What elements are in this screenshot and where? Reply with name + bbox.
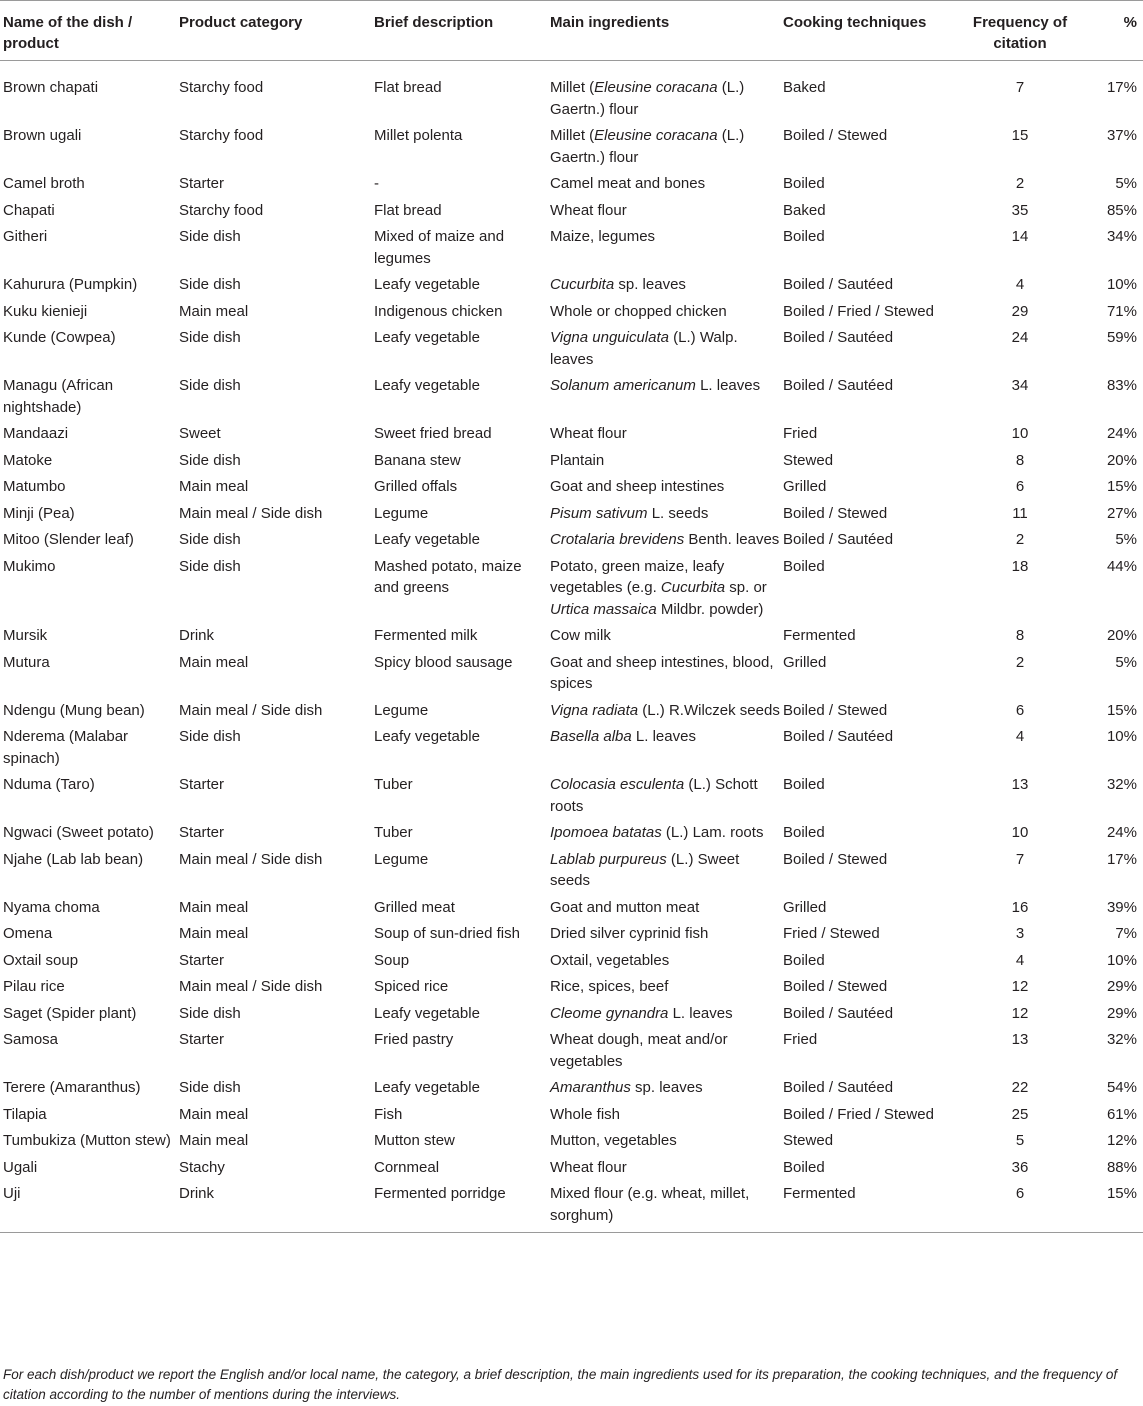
cell-percent: 20% xyxy=(1106,627,1137,644)
cell-ingredients: Solanum americanum L. leaves xyxy=(550,377,761,394)
cell-technique: Boiled / Sautéed xyxy=(783,1079,894,1096)
table-row xyxy=(0,121,1143,169)
cell-percent: 24% xyxy=(1106,824,1137,841)
cell-frequency: 35 xyxy=(1011,201,1029,219)
cell-name: Mitoo (Slender leaf) xyxy=(3,531,134,548)
table-row xyxy=(0,722,1143,770)
cell-ingredients: Rice, spices, beef xyxy=(550,978,669,995)
cell-technique: Boiled xyxy=(783,228,825,245)
cell-description: Fermented porridge xyxy=(374,1185,506,1202)
cell-description: Leafy vegetable xyxy=(374,728,480,745)
cell-frequency: 2 xyxy=(1015,653,1025,671)
cell-frequency: 34 xyxy=(1011,377,1029,394)
cell-ingredients: Camel meat and bones xyxy=(550,175,706,192)
cell-percent: 32% xyxy=(1106,776,1137,793)
cell-category: Main meal / Side dish xyxy=(179,701,323,719)
cell-ingredients: Wheat flour xyxy=(550,201,627,219)
cell-name: Njahe (Lab lab bean) xyxy=(3,850,144,868)
cell-technique: Boiled xyxy=(783,175,825,192)
cell-name: Brown ugali xyxy=(3,127,82,144)
cell-frequency: 10 xyxy=(1011,824,1029,841)
cell-ingredients: Lablab purpureus (L.) Sweet seeds xyxy=(550,850,740,889)
table-row xyxy=(0,552,1143,622)
table-body xyxy=(0,61,1143,1233)
cell-percent: 7% xyxy=(1115,925,1137,942)
cell-technique: Boiled / Sautéed xyxy=(783,1004,894,1022)
cell-description: Fish xyxy=(374,1105,403,1123)
cell-frequency: 12 xyxy=(1011,978,1029,995)
cell-technique: Boiled / Stewed xyxy=(783,127,888,144)
cell-name: Saget (Spider plant) xyxy=(3,1004,137,1022)
cell-frequency: 4 xyxy=(1015,951,1025,969)
cell-technique: Boiled xyxy=(783,951,825,969)
cell-ingredients: Millet (Eleusine coracana (L.) Gaertn.) flour xyxy=(550,79,745,118)
cell-description: Flat bread xyxy=(374,79,442,96)
cell-technique: Boiled / Sautéed xyxy=(783,276,894,293)
cell-ingredients: Amaranthus sp. leaves xyxy=(550,1079,703,1096)
cell-description: - xyxy=(374,175,379,192)
cell-description: Flat bread xyxy=(374,201,442,219)
cell-name: Githeri xyxy=(3,228,48,245)
table-row xyxy=(0,770,1143,818)
cell-technique: Baked xyxy=(783,79,826,96)
cell-category: Side dish xyxy=(179,377,241,394)
cell-description: Fermented milk xyxy=(374,627,478,644)
cell-ingredients: Mixed flour (e.g. wheat, millet, sorghum) xyxy=(550,1185,750,1224)
cell-ingredients: Oxtail, vegetables xyxy=(550,951,670,969)
cell-frequency: 14 xyxy=(1011,228,1029,245)
header-name: Name of the dish / product xyxy=(3,14,133,52)
cell-technique: Boiled / Sautéed xyxy=(783,329,894,346)
cell-category: Starchy food xyxy=(179,79,264,96)
cell-frequency: 36 xyxy=(1011,1158,1029,1176)
table-row xyxy=(0,648,1143,696)
cell-ingredients: Goat and sheep intestines, blood, spices xyxy=(550,653,774,692)
cell-technique: Fried xyxy=(783,1031,818,1048)
cell-category: Main meal xyxy=(179,898,249,916)
cell-frequency: 29 xyxy=(1011,302,1029,320)
cell-frequency: 8 xyxy=(1015,627,1025,644)
cell-description: Sweet fried bread xyxy=(374,425,492,442)
cell-percent: 15% xyxy=(1106,1185,1137,1202)
cell-frequency: 11 xyxy=(1012,504,1028,522)
table-row xyxy=(0,946,1143,973)
cell-category: Main meal / Side dish xyxy=(179,850,323,868)
cell-percent: 37% xyxy=(1106,127,1137,144)
cell-ingredients: Crotalaria brevidens Benth. leaves xyxy=(550,531,780,548)
cell-category: Starchy food xyxy=(179,201,264,219)
cell-name: Matoke xyxy=(3,451,53,469)
cell-name: Pilau rice xyxy=(3,978,65,995)
cell-percent: 10% xyxy=(1106,951,1137,969)
table-row xyxy=(0,1179,1143,1233)
cell-name: Matumbo xyxy=(3,478,66,495)
cell-percent: 5% xyxy=(1115,531,1137,548)
cell-ingredients: Cow milk xyxy=(550,627,611,644)
cell-category: Main meal xyxy=(179,478,249,495)
cell-frequency: 13 xyxy=(1011,776,1029,793)
cell-name: Mutura xyxy=(3,653,50,671)
header-frequency: Frequency of citation xyxy=(972,14,1068,52)
cell-ingredients: Ipomoea batatas (L.) Lam. roots xyxy=(550,824,764,841)
cell-name: Ugali xyxy=(3,1158,38,1176)
cell-name: Nduma (Taro) xyxy=(3,776,95,793)
cell-technique: Boiled xyxy=(783,824,825,841)
cell-frequency: 2 xyxy=(1015,175,1025,192)
cell-category: Side dish xyxy=(179,451,241,469)
table-row xyxy=(0,323,1143,371)
cell-name: Minji (Pea) xyxy=(3,504,75,522)
cell-name: Kahurura (Pumpkin) xyxy=(3,276,138,293)
cell-percent: 29% xyxy=(1106,978,1137,995)
header-ingredients: Main ingredients xyxy=(550,14,670,31)
cell-ingredients: Wheat flour xyxy=(550,425,627,442)
cell-frequency: 13 xyxy=(1011,1031,1029,1048)
cell-technique: Boiled xyxy=(783,557,825,575)
cell-percent: 10% xyxy=(1106,276,1137,293)
header-category: Product category xyxy=(179,14,303,31)
cell-category: Side dish xyxy=(179,329,241,346)
header-percent: % xyxy=(1123,14,1137,31)
cell-ingredients: Vigna unguiculata (L.) Walp. leaves xyxy=(550,329,738,368)
table-row xyxy=(0,270,1143,297)
table-row xyxy=(0,1126,1143,1153)
cell-category: Side dish xyxy=(179,728,241,745)
cell-technique: Grilled xyxy=(783,898,827,916)
cell-frequency: 18 xyxy=(1011,557,1029,575)
cell-name: Kunde (Cowpea) xyxy=(3,329,116,346)
cell-name: Uji xyxy=(3,1185,21,1202)
cell-description: Legume xyxy=(374,504,429,522)
cell-technique: Boiled / Sautéed xyxy=(783,728,894,745)
cell-ingredients: Goat and mutton meat xyxy=(550,898,700,916)
cell-name: Omena xyxy=(3,925,53,942)
cell-description: Leafy vegetable xyxy=(374,276,480,293)
cell-technique: Fermented xyxy=(783,627,856,644)
cell-frequency: 7 xyxy=(1015,850,1025,868)
cell-ingredients: Vigna radiata (L.) R.Wilczek seeds xyxy=(550,701,780,719)
cell-description: Millet polenta xyxy=(374,127,463,144)
cell-name: Brown chapati xyxy=(3,79,99,96)
cell-percent: 24% xyxy=(1106,425,1137,442)
cell-frequency: 6 xyxy=(1015,1185,1025,1202)
cell-technique: Boiled / Stewed xyxy=(783,504,888,522)
cell-ingredients: Goat and sheep intestines xyxy=(550,478,725,495)
cell-category: Drink xyxy=(179,627,215,644)
cell-name: Kuku kienieji xyxy=(3,302,88,320)
cell-description: Mixed of maize and legumes xyxy=(374,228,505,267)
cell-technique: Boiled xyxy=(783,776,825,793)
table-row xyxy=(0,1100,1143,1127)
table-row xyxy=(0,499,1143,526)
cell-percent: 34% xyxy=(1106,228,1137,245)
cell-description: Grilled meat xyxy=(374,898,455,916)
cell-name: Mandaazi xyxy=(3,425,69,442)
cell-percent: 12% xyxy=(1106,1132,1137,1149)
cell-name: Terere (Amaranthus) xyxy=(3,1079,141,1096)
cell-category: Main meal xyxy=(179,1105,249,1123)
cell-percent: 10% xyxy=(1106,728,1137,745)
table-row xyxy=(0,1025,1143,1073)
cell-name: Chapati xyxy=(3,201,55,219)
cell-frequency: 15 xyxy=(1011,127,1029,144)
cell-percent: 61% xyxy=(1106,1105,1137,1123)
cell-name: Samosa xyxy=(3,1031,59,1048)
cell-description: Fried pastry xyxy=(374,1031,454,1048)
cell-technique: Boiled / Sautéed xyxy=(783,377,894,394)
cell-percent: 32% xyxy=(1106,1031,1137,1048)
cell-percent: 5% xyxy=(1115,653,1137,671)
cell-description: Spicy blood sausage xyxy=(374,653,513,671)
cell-category: Side dish xyxy=(179,228,241,245)
cell-technique: Baked xyxy=(783,201,826,219)
cell-ingredients: Basella alba L. leaves xyxy=(550,728,696,745)
cell-description: Leafy vegetable xyxy=(374,329,480,346)
cell-ingredients: Cucurbita sp. leaves xyxy=(550,276,686,293)
cell-category: Main meal / Side dish xyxy=(179,978,323,995)
cell-category: Side dish xyxy=(179,1004,241,1022)
cell-ingredients: Plantain xyxy=(550,451,605,469)
table-row xyxy=(0,446,1143,473)
cell-description: Leafy vegetable xyxy=(374,1079,480,1096)
cell-frequency: 2 xyxy=(1015,531,1025,548)
cell-percent: 83% xyxy=(1106,377,1137,394)
cell-name: Camel broth xyxy=(3,175,85,192)
cell-percent: 17% xyxy=(1106,850,1137,868)
cell-technique: Boiled / Stewed xyxy=(783,701,888,719)
cell-percent: 71% xyxy=(1106,302,1137,320)
table-row xyxy=(0,919,1143,946)
cell-description: Spiced rice xyxy=(374,978,449,995)
cell-category: Side dish xyxy=(179,1079,241,1096)
cell-percent: 5% xyxy=(1115,175,1137,192)
cell-ingredients: Wheat dough, meat and/or vegetables xyxy=(550,1031,728,1070)
table-row xyxy=(0,371,1143,419)
cell-description: Leafy vegetable xyxy=(374,531,480,548)
table-header xyxy=(0,1,1143,61)
header-description: Brief description xyxy=(374,14,494,31)
cell-technique: Fried xyxy=(783,425,818,442)
cell-category: Starter xyxy=(179,1031,225,1048)
cell-description: Soup xyxy=(374,951,410,969)
table-row xyxy=(0,61,1143,122)
cell-percent: 15% xyxy=(1106,478,1137,495)
cell-ingredients: Mutton, vegetables xyxy=(550,1132,677,1149)
cell-name: Nyama choma xyxy=(3,898,100,916)
cell-ingredients: Pisum sativum L. seeds xyxy=(550,504,709,522)
cell-category: Starter xyxy=(179,175,225,192)
cell-ingredients: Colocasia esculenta (L.) Schott roots xyxy=(550,776,758,815)
cell-name: Tumbukiza (Mutton stew) xyxy=(3,1132,171,1149)
cell-description: Legume xyxy=(374,850,429,868)
header-techniques: Cooking techniques xyxy=(783,14,927,31)
cell-ingredients: Whole fish xyxy=(550,1105,621,1123)
table-row xyxy=(0,1153,1143,1180)
cell-category: Main meal xyxy=(179,653,249,671)
cell-description: Indigenous chicken xyxy=(374,302,503,320)
cell-technique: Grilled xyxy=(783,653,827,671)
table-row xyxy=(0,818,1143,845)
cell-name: Ndengu (Mung bean) xyxy=(3,701,145,719)
table-footnote: For each dish/product we report the English and/or local name, the category, a brief description, the main ingredients used for its preparation, the cooking techniques, and the frequency of citation according to the number of mentions during the interviews. xyxy=(3,1367,1118,1402)
cell-description: Banana stew xyxy=(374,451,461,469)
table-row xyxy=(0,845,1143,893)
cell-name: Nderema (Malabar spinach) xyxy=(3,728,129,767)
cell-technique: Fried / Stewed xyxy=(783,925,880,942)
cell-name: Tilapia xyxy=(3,1105,47,1123)
cell-technique: Boiled / Stewed xyxy=(783,850,888,868)
cell-frequency: 24 xyxy=(1011,329,1029,346)
cell-percent: 27% xyxy=(1106,504,1137,522)
cell-category: Side dish xyxy=(179,557,241,575)
table-row xyxy=(0,621,1143,648)
cell-frequency: 6 xyxy=(1015,701,1025,719)
cell-frequency: 4 xyxy=(1015,728,1025,745)
cell-percent: 59% xyxy=(1106,329,1137,346)
cell-ingredients: Potato, green maize, leafy vegetables (e.g. Cucurbita sp. or Urtica massaica Mildbr. powder) xyxy=(550,557,767,618)
cell-category: Drink xyxy=(179,1185,215,1202)
table-row xyxy=(0,696,1143,723)
table-row xyxy=(0,419,1143,446)
cell-category: Side dish xyxy=(179,531,241,548)
cell-category: Starchy food xyxy=(179,127,264,144)
table-row xyxy=(0,222,1143,270)
cell-technique: Fermented xyxy=(783,1185,856,1202)
cell-description: Tuber xyxy=(374,776,413,793)
cell-category: Starter xyxy=(179,951,225,969)
cell-ingredients: Cleome gynandra L. leaves xyxy=(550,1004,733,1022)
table-row xyxy=(0,893,1143,920)
cell-category: Sweet xyxy=(179,425,221,442)
cell-technique: Boiled / Fried / Stewed xyxy=(783,1105,934,1123)
cell-technique: Grilled xyxy=(783,478,827,495)
cell-frequency: 16 xyxy=(1011,898,1029,916)
cell-percent: 88% xyxy=(1106,1158,1137,1176)
cell-frequency: 4 xyxy=(1015,276,1025,293)
table-row xyxy=(0,196,1143,223)
cell-category: Starter xyxy=(179,824,225,841)
cell-percent: 85% xyxy=(1106,201,1137,219)
table-row xyxy=(0,297,1143,324)
cell-percent: 39% xyxy=(1106,898,1137,916)
cell-name: Mursik xyxy=(3,627,48,644)
cell-frequency: 10 xyxy=(1011,425,1029,442)
table-row xyxy=(0,525,1143,552)
table-row xyxy=(0,972,1143,999)
cell-ingredients: Wheat flour xyxy=(550,1158,627,1176)
cell-percent: 29% xyxy=(1106,1004,1137,1022)
table-row xyxy=(0,169,1143,196)
cell-name: Ngwaci (Sweet potato) xyxy=(3,824,154,841)
cell-description: Mutton stew xyxy=(374,1132,455,1149)
cell-ingredients: Maize, legumes xyxy=(550,228,656,245)
table-row xyxy=(0,472,1143,499)
cell-category: Main meal / Side dish xyxy=(179,504,323,522)
cell-percent: 20% xyxy=(1106,451,1137,469)
cell-description: Leafy vegetable xyxy=(374,1004,480,1022)
cell-category: Main meal xyxy=(179,925,249,942)
cell-technique: Boiled / Fried / Stewed xyxy=(783,302,934,320)
cell-technique: Stewed xyxy=(783,451,834,469)
cell-frequency: 8 xyxy=(1015,451,1025,469)
cell-frequency: 7 xyxy=(1015,79,1025,96)
cell-ingredients: Dried silver cyprinid fish xyxy=(550,925,709,942)
cell-frequency: 6 xyxy=(1015,478,1025,495)
cell-frequency: 3 xyxy=(1015,925,1025,942)
cell-ingredients: Millet (Eleusine coracana (L.) Gaertn.) flour xyxy=(550,127,745,166)
cell-description: Grilled offals xyxy=(374,478,458,495)
cell-description: Cornmeal xyxy=(374,1158,440,1176)
cell-category: Main meal xyxy=(179,302,249,320)
cell-description: Tuber xyxy=(374,824,413,841)
cell-technique: Boiled / Sautéed xyxy=(783,531,894,548)
cell-category: Starter xyxy=(179,776,225,793)
cell-category: Side dish xyxy=(179,276,241,293)
cell-category: Stachy xyxy=(179,1158,225,1176)
cell-percent: 44% xyxy=(1106,557,1137,575)
cell-technique: Stewed xyxy=(783,1132,834,1149)
table-row xyxy=(0,999,1143,1026)
cell-description: Leafy vegetable xyxy=(374,377,480,394)
cell-technique: Boiled xyxy=(783,1158,825,1176)
cell-percent: 54% xyxy=(1106,1079,1137,1096)
cell-frequency: 5 xyxy=(1015,1132,1025,1149)
cell-frequency: 12 xyxy=(1011,1004,1029,1022)
header-row xyxy=(0,1,1143,61)
cell-frequency: 22 xyxy=(1011,1079,1029,1096)
cell-category: Main meal xyxy=(179,1132,249,1149)
cell-description: Legume xyxy=(374,701,429,719)
cell-frequency: 25 xyxy=(1011,1105,1029,1123)
cell-technique: Boiled / Stewed xyxy=(783,978,888,995)
table-row xyxy=(0,1073,1143,1100)
cell-percent: 17% xyxy=(1106,79,1137,96)
cell-description: Soup of sun-dried fish xyxy=(374,925,520,942)
cell-name: Mukimo xyxy=(3,557,56,575)
cell-name: Managu (African nightshade) xyxy=(3,377,114,416)
cell-name: Oxtail soup xyxy=(3,951,79,969)
cell-percent: 15% xyxy=(1106,701,1137,719)
cell-ingredients: Whole or chopped chicken xyxy=(550,302,727,320)
cell-description: Mashed potato, maize and greens xyxy=(374,557,522,596)
